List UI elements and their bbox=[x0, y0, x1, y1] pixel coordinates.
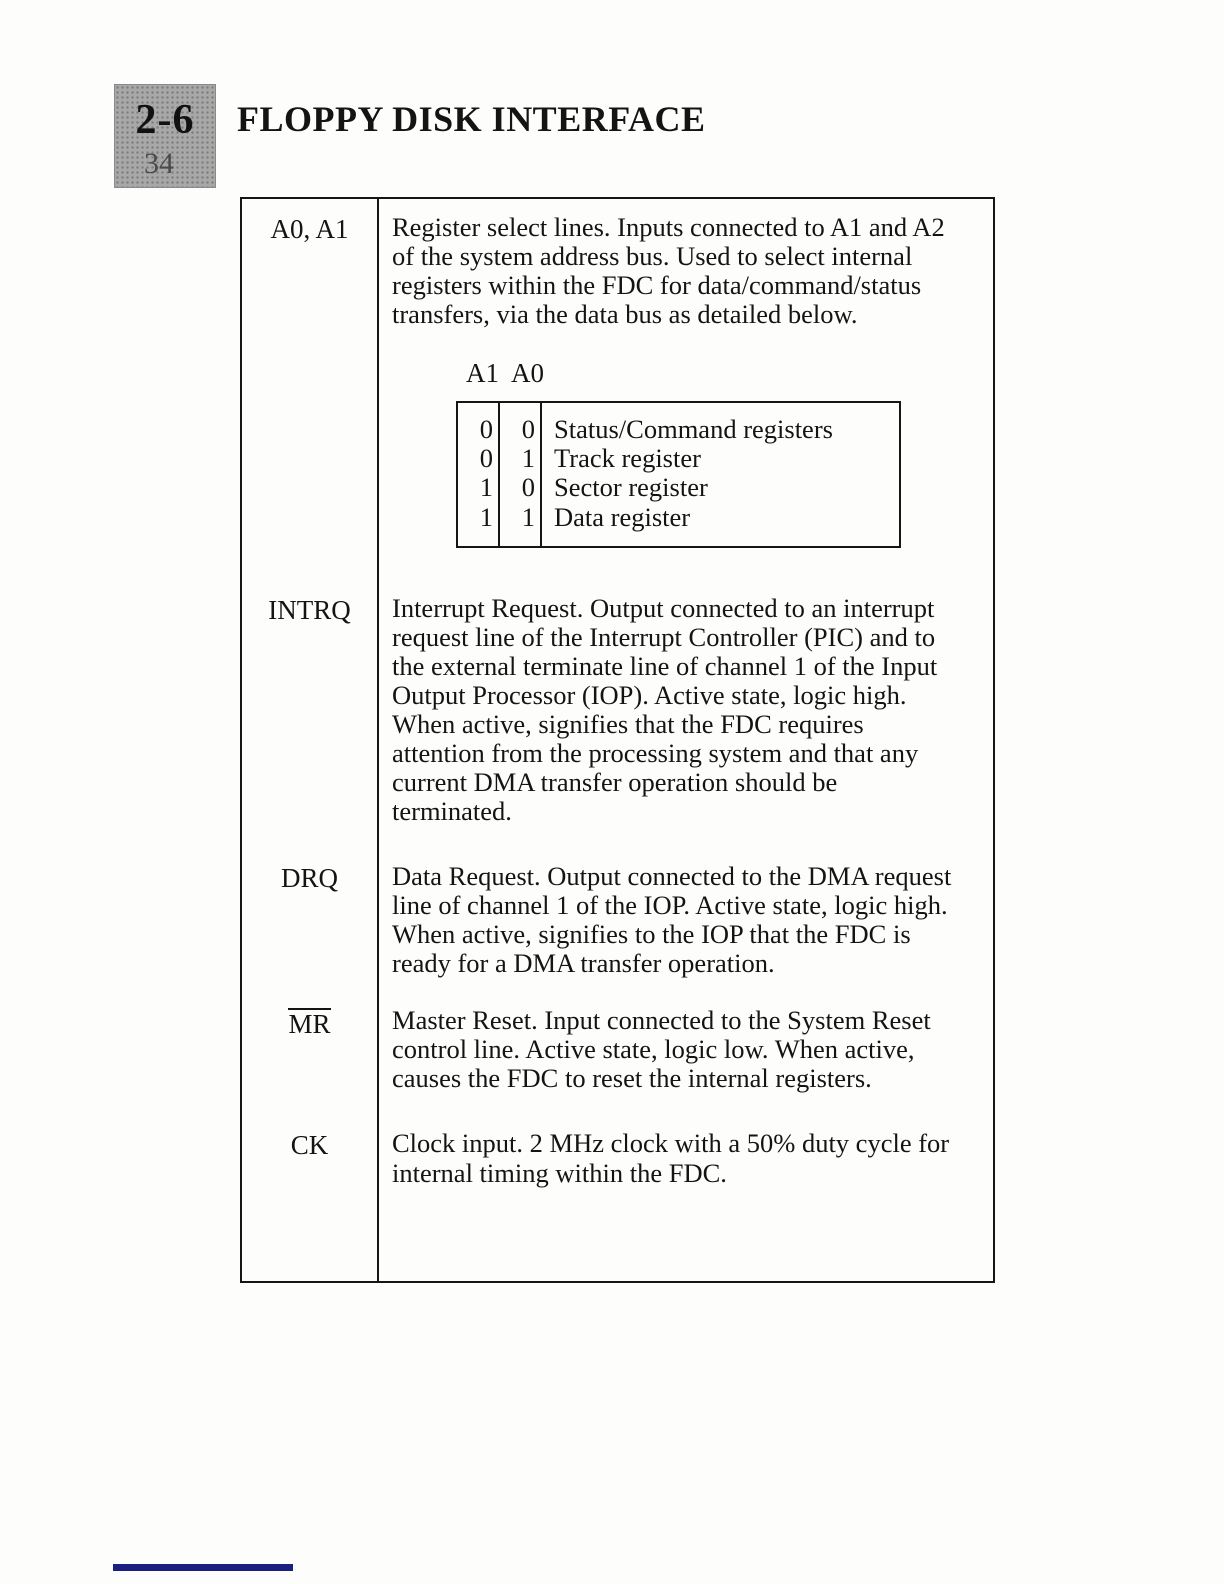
table-row bbox=[242, 1006, 993, 1093]
signal-description: Interrupt Request. Output connected to an interrupt request line of the Interrupt Controller (PIC) and to the external terminate line of channel 1 of the Input Output Processor (IOP). Active state, logic high. When active, signifies that the FDC requires attention from the processing system and that any current DMA transfer operation should be terminated. bbox=[392, 593, 938, 827]
signal-name: A0, A1 bbox=[270, 214, 349, 244]
signal-description: Master Reset. Input connected to the System Reset control line. Active state, logic low. When active, causes the FDC to reset the internal registers. bbox=[392, 1005, 931, 1094]
signal-description: Clock input. 2 MHz clock with a 50% duty cycle for internal timing within the FDC. bbox=[392, 1128, 950, 1188]
badge-page-number: 34 bbox=[144, 147, 174, 180]
a1-cell: 0 bbox=[479, 443, 493, 474]
register-cell: Sector register bbox=[554, 472, 708, 503]
a0-cell: 0 bbox=[521, 472, 535, 503]
signal-table bbox=[240, 197, 995, 1283]
register-select-block bbox=[456, 359, 963, 548]
description-text: Register select lines. Inputs connected to A1 and A2 of the system address bus. Used to select internal registers within the FDC for data/command/status transfers, via the data bus as detailed below. bbox=[392, 212, 945, 330]
signal-description bbox=[377, 213, 993, 548]
register-select-header bbox=[466, 359, 963, 389]
column-divider bbox=[377, 199, 379, 1281]
register-cell: Status/Command registers bbox=[554, 413, 833, 444]
signal-name: INTRQ bbox=[268, 595, 351, 626]
overlined-signal: MR bbox=[288, 1009, 331, 1040]
table-row bbox=[242, 594, 993, 826]
signal-name: CK bbox=[290, 1130, 329, 1161]
a1-column bbox=[458, 403, 500, 547]
register-column bbox=[542, 415, 899, 533]
a0-cell: 0 bbox=[521, 413, 535, 444]
a0-column bbox=[500, 403, 542, 547]
register-cell: Data register bbox=[554, 501, 691, 532]
table-row bbox=[242, 213, 993, 548]
a1-cell: 1 bbox=[479, 501, 493, 532]
signal-name: DRQ bbox=[280, 863, 338, 894]
header-a1: A1 bbox=[466, 358, 499, 389]
a1-cell: 1 bbox=[479, 472, 493, 503]
badge-section-number: 2-6 bbox=[135, 97, 195, 143]
a1-cell: 0 bbox=[479, 413, 493, 444]
register-cell: Track register bbox=[554, 443, 701, 474]
signal-description: Data Request. Output connected to the DMA request line of channel 1 of the IOP. Active state, logic high. When active, signifies to the IOP that the FDC is ready for a DMA transfer operation. bbox=[392, 861, 952, 979]
section-badge bbox=[114, 84, 216, 188]
table-row bbox=[242, 862, 993, 978]
header-a0: A0 bbox=[511, 358, 544, 389]
footer-rule bbox=[113, 1564, 293, 1571]
a0-cell: 1 bbox=[521, 443, 535, 474]
table-row bbox=[242, 1129, 993, 1187]
a0-cell: 1 bbox=[521, 501, 535, 532]
page-title: FLOPPY DISK INTERFACE bbox=[237, 99, 706, 139]
signal-name bbox=[242, 1006, 377, 1040]
register-select-table bbox=[456, 401, 901, 549]
